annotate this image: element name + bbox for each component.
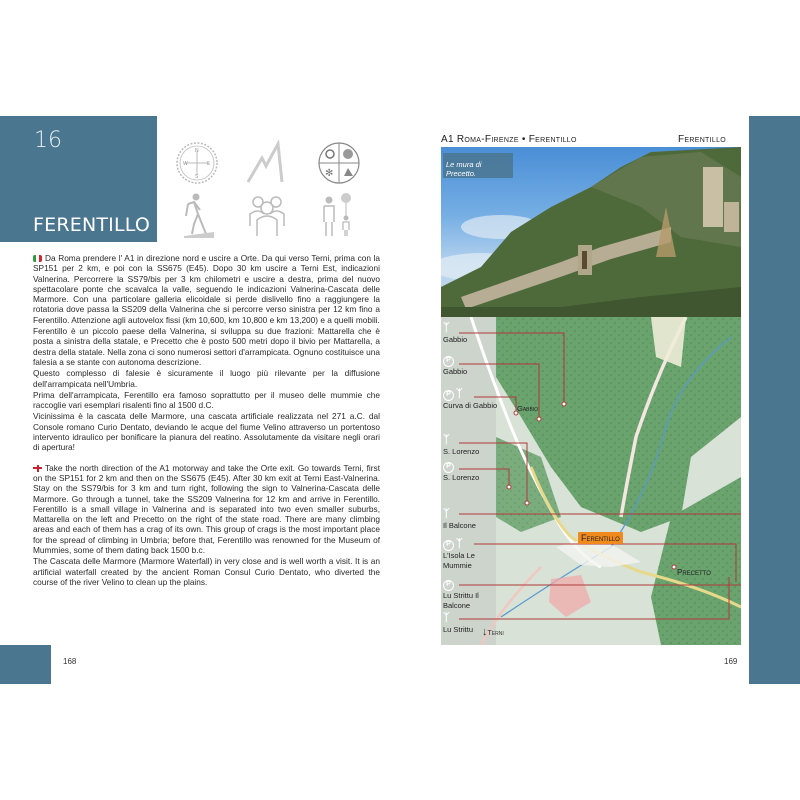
climber-icon: ᛉ xyxy=(456,388,463,400)
chapter-header-block xyxy=(0,116,157,242)
parking-icon: P xyxy=(443,356,454,367)
side-tab-right xyxy=(749,116,800,684)
legend-item-lu-strittu-il-balcone: P Lu Strittu Il Balcone xyxy=(443,580,479,610)
arrow-down-icon: ↓ xyxy=(482,626,488,638)
chapter-number: 16 xyxy=(34,128,62,153)
legend-item-gabbio-parking: P Gabbio xyxy=(443,356,468,376)
photo-caption: Le mura di Precetto. xyxy=(443,153,513,178)
svg-text:S: S xyxy=(195,174,199,180)
direction-terni: ↓Terni xyxy=(482,626,504,638)
climber-icon: ᛉ xyxy=(443,322,450,334)
parking-icon: P xyxy=(443,580,454,591)
legend-item-lu-strittu: ᛉ Lu Strittu xyxy=(443,612,474,634)
climber-icon: ᛉ xyxy=(443,434,450,446)
place-label-ferentillo: Ferentillo xyxy=(578,532,623,544)
svg-text:N: N xyxy=(195,148,199,154)
running-head-left: A1 Roma-Firenze • Ferentillo xyxy=(441,134,577,145)
legend-item-lisola-le-mummie: P ᛉ L'Isola Le Mummie xyxy=(443,538,475,570)
italian-flag-icon xyxy=(33,255,42,262)
svg-text:E: E xyxy=(207,161,211,167)
legend-item-il-balcone: ᛉ Il Balcone xyxy=(443,508,476,530)
climber-icon: ᛉ xyxy=(456,538,463,550)
legend-item-s-lorenzo-parking: P S. Lorenzo xyxy=(443,462,480,482)
parking-icon: P xyxy=(443,390,454,401)
family-icon xyxy=(316,192,362,238)
page-number-left: 168 xyxy=(63,657,77,666)
legend-item-gabbio-crag: ᛉ Gabbio xyxy=(443,322,468,344)
climber-icon: ᛉ xyxy=(443,612,450,624)
italian-paragraph: Da Roma prendere l' A1 in direzione nord e uscire a Orte. Da qui verso Terni, prima con la SP151 per 2 km, e poi con la SS675 (E45). Dopo 30 km uscire a Terni Est, indicazioni Valnerina. Percorrere la SS79/bis per 3 km chilometri e uscire a destra, prima del nuovo spettacolare ponte che scavalca la valle, seguendo le indicazioni Valnerina-Cascata delle Marmore. Con una particolare galleria elicoidale si perde dislivello fino a raggiungere la rotatoria dove passa la SS209 della Valnerina che si percorre verso sinistra per 12 km fino a Ferentillo. Attenzione agli autovelox fissi (km 10,600, km 10,800 e km 13,200) e a quelli mobili. xyxy=(33,253,380,325)
footer-tab-left xyxy=(0,645,51,684)
page-number-right: 169 xyxy=(724,657,738,666)
place-label-precetto: Precetto xyxy=(677,568,711,577)
hiker-icon xyxy=(174,192,220,238)
italian-paragraph: Ferentillo è un piccolo paese della Valnerina, si sviluppa su due frazioni: Mattarella che è posta a sinistra della statale, e Precetto che è posto 500 metri dopo il bivio per Mattarella, a destra della statale. Nella zona ci sono numerosi settori d'arrampicata. Ognuno costituisce una falesia a se stante con autonoma descrizione. xyxy=(33,326,381,367)
compass-icon xyxy=(174,140,220,186)
italian-paragraph: Prima dell'arrampicata, Ferentillo era famoso soprattutto per il museo delle mummie che raccoglie vari esemplari risalenti fino al 1500 d.C. xyxy=(33,389,380,411)
uk-flag-icon xyxy=(33,465,42,472)
body-text xyxy=(33,253,380,588)
castle-walls-photo xyxy=(441,147,741,317)
mountain-icon xyxy=(244,140,290,186)
chapter-title: FERENTILLO xyxy=(33,214,151,236)
info-icon-grid xyxy=(166,140,381,240)
svg-text:✻: ✻ xyxy=(325,168,334,179)
seasons-icon xyxy=(316,140,362,186)
place-label-gabbio: Gabbio xyxy=(517,404,539,413)
crag-location-map xyxy=(441,317,741,645)
italian-paragraph: Questo complesso di falesie è sicuramente il luogo più rilevante per la diffusione dell'arrampicata nell'Umbria. xyxy=(33,368,380,389)
climber-icon: ᛉ xyxy=(443,508,450,520)
svg-text:W: W xyxy=(183,161,188,167)
italian-paragraph: Vicinissima è la cascata delle Marmore, una cascata artificiale realizzata nel 271 a.C. dal Console romano Curio Dentato, deviando le acque del fiume Velino attraverso un portentoso intervento idraulico per bonificare la pianura del reatino. Assolutamente da visitare negli orari di apertura! xyxy=(33,411,380,453)
parking-icon: P xyxy=(443,462,454,473)
english-paragraph: Take the north direction of the A1 motorway and take the Orte exit. Go towards Terni, first on the SP151 for 2 km and then on the SS675 (E45). After 30 km exit at Terni East-Valnerina. Stay on the SS79/bis for 3 km and turn right, following the sign to Valnerina-Cascata delle Marmore. Go through a tunnel, take the SS209 Valnerina for 12 km and arrive in Ferentillo. Ferentillo is a small village in Valnerina and is separated into two even smaller suburbs, Mattarella on the left and Precetto on the right of the state road. There are many climbing areas and each of them has a crag of its own. This group of crags is the most important place for the spread of climbing in Umbria; before that, Ferentillo was renowned for the Museum of Mummies, some of them dating back 1500 b.c. xyxy=(33,462,380,556)
legend-item-s-lorenzo-crag: ᛉ S. Lorenzo xyxy=(443,434,480,456)
legend-item-curva-di-gabbio: P ᛉ Curva di Gabbio xyxy=(443,388,498,410)
parking-icon: P xyxy=(443,540,454,551)
running-head-right: Ferentillo xyxy=(678,134,727,145)
english-paragraph: The Cascata delle Marmore (Marmore Waterfall) in very close and is well worth a visit. It is an artificial waterfall created by the ancient Roman Consul Curio Dentato, who diverted the course of the river Velino to clean up the plains. xyxy=(33,556,380,587)
group-icon xyxy=(244,192,290,238)
